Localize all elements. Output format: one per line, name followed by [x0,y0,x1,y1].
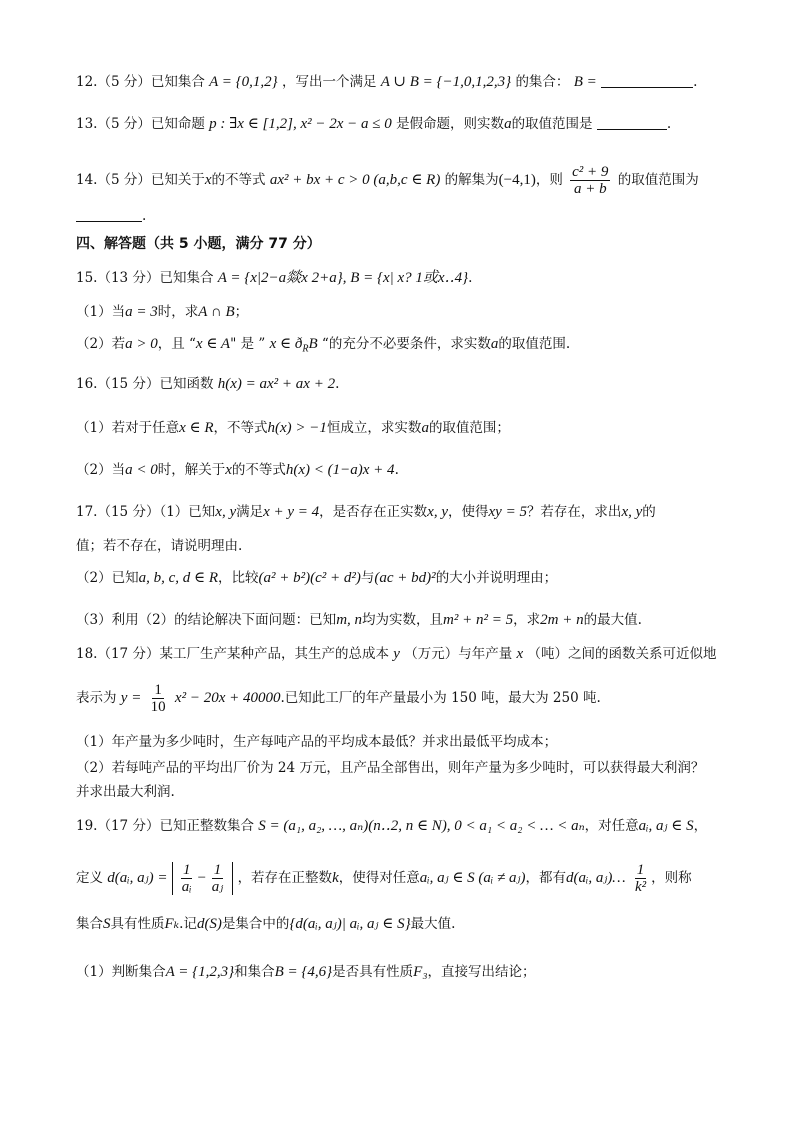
q12-condition: A ∪ B = {−1,0,1,2,3} [380,74,512,90]
question-19 [76,816,707,836]
q14-mid3: ，则 [535,172,563,188]
q19-frac2 [210,862,225,895]
q15-p1-lead: （1）当 [76,304,126,320]
q19-S: S [103,916,111,932]
q19-f1-num: 1 [182,862,191,878]
q17-p2-expr2: (ac + bd)² [374,570,436,586]
q17-p2-mid2: 与 [360,570,375,586]
section-heading: 四、解答题（共 5 小题，满分 77 分） [76,236,321,252]
q19-line3-a: 集合 [76,916,103,932]
q14-tail: 的取值范围为 [617,172,699,188]
q16-p2-expr: h(x) < (1−a)x + 4 [285,462,395,478]
q18-line2-a: 表示为 [76,690,117,706]
q17-mid: 满足 [236,504,264,520]
q19-line3-c: .记 [179,916,197,932]
q16-p2-mid: 时，解关于 [157,462,226,478]
q15-end: . [468,270,473,286]
q18-fraction [149,682,168,715]
q17-p2-expr1: (a² + b²)(c² + d²) [258,570,361,586]
q12-mid: ，写出一个满足 [281,74,377,90]
question-19-part1 [76,962,536,982]
q12-end: . [693,74,698,90]
q18-lhs: y = [120,690,142,706]
q17-cond: x + y = 4 [263,504,320,520]
q16-lead: 16.（15 分）已知函数 [76,376,214,392]
q15-p2-end: 的取值范围. [498,336,571,352]
q17-mid2: ，是否存在正实数 [319,504,428,520]
q18-line2-b: .已知此工厂的年产量最小为 150 吨，最大为 250 吨. [280,690,601,706]
q15-p1-end: ； [234,304,249,320]
q19-F: Fₖ [164,916,180,932]
q18-var-y: y [393,646,400,662]
q16-end: . [335,376,340,392]
q18-line1-c: （吨）之间的函数关系可近似地 [527,646,717,662]
q17-p3-mid: 均为实数，且 [362,612,444,628]
question-15-part2 [76,334,570,360]
question-17-part2 [76,568,557,588]
q15-p1-expr: A ∩ B [198,304,235,320]
q16-p2-mid2: 的不等式 [231,462,286,478]
q19-line3-e: 最大值. [410,916,456,932]
q15-p2-sub: R [302,343,309,355]
q19-line2-d2: ，都有 [525,870,566,886]
q13-lead: 13.（5 分）已知命题 [76,116,205,132]
q14-lead: 14.（5 分）已知关于 [76,172,205,188]
q19-f3-den: k² [634,879,647,895]
q15-p2-expr1: x ∈ A [195,336,231,352]
q19-f2-den: aⱼ [211,879,224,895]
q13-proposition: p : ∃x ∈ [1,2], x² − 2x − a ≤ 0 [209,116,392,132]
q14-var: x [204,172,212,188]
q19-line2-a: 定义 [76,870,103,886]
question-18 [76,644,716,664]
q19-minus: − [196,869,207,886]
q19-f1-den: aᵢ [181,879,192,895]
q14-solution-set: (−4,1) [498,172,536,188]
q16-p2-cond: a < 0 [125,462,158,478]
q16-p1-end: 的取值范围； [428,420,510,436]
q19-frac3 [633,862,648,895]
q19-p1-lead: （1）判断集合 [76,964,166,980]
q19-frac1 [180,862,194,895]
q15-p2-cond: a > 0 [125,336,158,352]
q18-rhs: x² − 20x + 40000 [174,690,281,706]
q19-k: k [332,870,339,886]
q18-frac-den: 10 [150,699,166,715]
q16-p1-cond: x ∈ R [179,420,214,436]
q13-var: a [504,116,512,132]
q12-lead: 12.（5 分）已知集合 [76,74,205,90]
q19-line2-e: ，则称 [651,870,692,886]
question-18-line2 [76,682,601,715]
q19-p1-mid2: 是否具有性质 [332,964,414,980]
q12-set-a: A = {0,1,2} [209,74,278,90]
q16-p1-mid: ，不等式 [213,420,268,436]
question-15-part1 [76,302,248,322]
question-16-part1 [76,418,510,438]
q19-abs-value [172,862,233,895]
question-17-part3 [76,610,642,630]
q14-frac-den: a + b [573,181,607,197]
q16-p2-end: . [394,462,399,478]
q19-d-def: d(aᵢ, aⱼ) = [107,870,168,886]
q12-answer-blank[interactable] [601,73,693,88]
q19-line2-b: ，若存在正整数 [237,870,333,886]
q15-p2-mid2: " 是 ” [230,336,266,352]
question-17-line2: 值；若不存在，请说明理由. [76,538,243,554]
q19-line2-expr: d(aᵢ, aⱼ)… [565,870,626,886]
q15-p2-expr2: x ∈ ð [269,336,303,352]
q12-tail: 的集合： [515,74,570,90]
q18-line1-b: （万元）与年产量 [404,646,513,662]
q17-p2-mid: ，比较 [218,570,259,586]
q17-vars3: x, y [621,504,643,520]
q15-p2-var: a [490,336,499,352]
q18-var-x: x [516,646,524,662]
question-14-cont [76,206,146,226]
question-17 [76,502,656,522]
q19-f2-num: 1 [213,862,222,878]
q17-cond2: xy = 5 [488,504,527,520]
question-18-part2-cont: 并求出最大利润. [76,784,175,800]
q15-lead: 15.（13 分）已知集合 [76,270,214,286]
q19-line3-b: 具有性质 [110,916,165,932]
question-16 [76,374,339,394]
q19-line2-c: ，使得对任意 [338,870,420,886]
q16-p1-tail: 恒成立，求实数 [326,420,422,436]
q17-p3-expr: 2m + n [540,612,584,628]
q17-vars1: x, y [215,504,237,520]
question-18-part1: （1）年产量为多少吨时，生产每吨产品的平均成本最低？并求出最低平均成本； [76,734,558,750]
q16-p1-lead: （1）若对于任意 [76,420,180,436]
q16-p1-var: a [421,420,429,436]
q19-p1-B: B = {4,6} [274,964,333,980]
q17-p3-vars: m, n [336,612,363,628]
q14-end: . [142,208,147,224]
q13-end: . [666,116,672,132]
q17-p3-end: 的最大值. [583,612,642,628]
q19-f3-num: 1 [636,862,645,878]
q19-line3-d: 是集合中的 [221,916,290,932]
q17-p3-mid2: ，求 [513,612,541,628]
q15-p2-lead: （2）若 [76,336,126,352]
q15-p1-mid: 时，求 [157,304,199,320]
q19-end1: ， [693,818,708,834]
q19-dS: d(S) [196,916,222,932]
q19-line2-cond: aᵢ, aⱼ ∈ S (aᵢ ≠ aⱼ) [419,870,526,886]
q17-p2-lead: （2）已知 [76,570,139,586]
q16-p2-var: x [225,462,232,478]
q19-cond: aᵢ, aⱼ ∈ S [638,818,694,834]
q18-line1-a: 18.（17 分）某工厂生产某种产品，其生产的总成本 [76,646,389,662]
question-15 [76,268,472,288]
q19-lead: 19.（17 分）已知正整数集合 [76,818,254,834]
q17-p3-lead: （3）利用（2）的结论解决下面问题：已知 [76,612,337,628]
q17-p2-vars: a, b, c, d ∈ R [138,570,219,586]
q13-answer-blank[interactable] [597,115,667,130]
q13-tail: 是假命题，则实数 [396,116,505,132]
q17-tail: ？若存在，求出 [526,504,622,520]
question-14 [76,164,699,197]
q14-mid2: 的解集为 [444,172,499,188]
q17-mid3: ，使得 [448,504,489,520]
q19-set: S = (a₁, a₂, …, aₙ)(n‥2, n ∈ N), 0 < a₁ < a₂ < … < aₙ [258,818,585,834]
q16-function: h(x) = ax² + ax + 2 [217,376,336,392]
q19-p1-A: A = {1,2,3} [165,964,235,980]
question-19-line3 [76,914,455,934]
q15-p2-tail: “的充分不必要条件，求实数 [321,336,491,352]
q12-answer-label: B = [573,74,597,90]
q15-p2-expr3: B [308,336,318,352]
q19-p1-F: F₃ [413,964,428,980]
q17-p2-end: 的大小并说明理由； [435,570,558,586]
q19-p1-mid: 和集合 [234,964,275,980]
q16-p1-expr: h(x) > −1 [267,420,327,436]
question-13 [76,114,671,134]
q15-sets: A = {x|2−a燚x 2+a}, B = {x| x? 1或x‥4} [217,270,469,286]
question-16-part2 [76,460,399,480]
q14-inequality: ax² + bx + c > 0 (a,b,c ∈ R) [269,172,441,188]
q19-mid: ，对任意 [584,818,639,834]
question-18-part2: （2）若每吨产品的平均出厂价为 24 万元，且产品全部售出，则年产量为多少吨时，可以获得最大利润？ [76,760,705,776]
q14-answer-blank[interactable] [76,207,142,222]
q14-fraction [570,164,610,197]
q15-p2-mid: ，且 “ [157,336,196,352]
q19-p1-end: ，直接写出结论； [427,964,536,980]
q17-tail2: 的 [642,504,656,520]
q19-line3-set: {d(aᵢ, aⱼ)| aᵢ, aⱼ ∈ S} [289,916,411,932]
q17-lead: 17.（15 分）（1）已知 [76,504,216,520]
q17-vars2: x, y [427,504,448,520]
q16-p2-lead: （2）当 [76,462,126,478]
q13-tail2: 的取值范围是 [511,116,593,132]
q17-p3-cond: m² + n² = 5 [443,612,514,628]
q14-frac-num: c² + 9 [572,164,609,180]
question-19-line2 [76,862,692,895]
q15-p1-cond: a = 3 [125,304,158,320]
q14-mid: 的不等式 [211,172,266,188]
question-12 [76,72,697,92]
q18-frac-num: 1 [154,682,162,698]
